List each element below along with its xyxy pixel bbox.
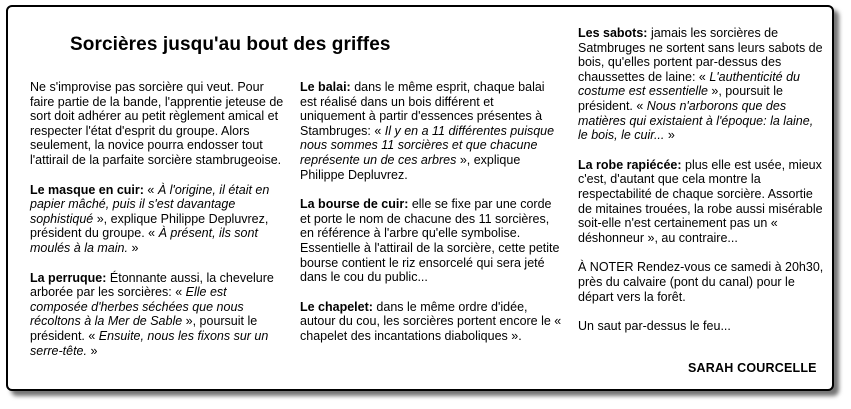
heading-sabots: Les sabots:: [578, 26, 648, 40]
paragraph-balai: Le balai: dans le même esprit, chaque balai est réalisé dans un bois différent et uniquement à partir d'essences présentes à Stambruges: « Il y en a 11 différentes puisque nous sommes 11 sorcières et que chacune représente un de ces arbres », explique Philippe Depluvrez.: [300, 80, 555, 182]
paragraph-saut: Un saut par-dessus le feu...: [578, 319, 731, 334]
quote-masque-2: À présent, ils sont moulés à la main.: [30, 226, 258, 255]
paragraph-sabots: Les sabots: jamais les sorcières de Satmbruges ne sortent sans leurs sabots de bois, qu'elles portent par-dessus des chaussettes de laine: « L'authenticité du costume est essentielle », poursuit le président. « Nous n'arborons que des matières qui existaient à l'époque: la laine, le bois, le cuir... »: [578, 26, 823, 143]
heading-chapelet: Le chapelet:: [300, 299, 373, 314]
paragraph-robe: La robe rapiécée: plus elle est usée, mieux c'est, d'autant que cela montre la respectabilité de chaque sorcière. Assortie de mitaines trouées, la robe aussi misérable soit-elle n'est certainement pas un « déshonneur », au contraire...: [578, 157, 823, 245]
quote-perruque-1: Elle est composée d'herbes séchées que nous récoltons à la Mer de Sable: [30, 285, 244, 329]
quote-perruque-2: Ensuite, nous les fixons sur un serre-tête.: [30, 328, 269, 358]
quote-sabots-2: Nous n'arborons que des matières qui existaient à l'époque: la laine, le bois, le cuir...: [578, 98, 814, 143]
author-signature: SARAH COURCELLE: [688, 361, 817, 375]
column-right: [578, 26, 826, 334]
paragraph-masque: Le masque en cuir: « À l'origine, il était en papier mâché, puis il s'est davantage sophistiqué », explique Philippe Depluvrez, président du groupe. « À présent, ils sont moulés à la main. »: [30, 182, 270, 255]
heading-balai: Le balai:: [300, 80, 351, 94]
article-title: Sorcières jusqu'au bout des griffes: [70, 34, 391, 55]
paragraph-perruque: La perruque: Étonnante aussi, la chevelure arborée par les sorcières: « Elle est composée d'herbes séchées que nous récoltons à la Mer de Sable », poursuit le président. « Ensuite, nous les fixons sur un serre-tête. »: [30, 270, 274, 358]
heading-robe: La robe rapiécée:: [578, 157, 682, 172]
quote-sabots-1: L'authenticité du costume est essentielle: [578, 69, 800, 99]
paragraph-chapelet: Le chapelet: dans le même ordre d'idée, autour du cou, les sorcières portent encore le « chapelet des incantations diaboliques ».: [300, 299, 562, 343]
paragraph-bourse: La bourse de cuir: elle se fixe par une corde et porte le nom de chacune des 11 sorcières, en référence à l'arbre qu'elle symbolise. Essentielle à l'attirail de la sorcière, cette petite bourse contient le riz ensorcelé qui sera jeté dans le cou du public...: [300, 197, 560, 285]
column-middle: [300, 80, 562, 344]
paragraph-a-noter: À NOTER Rendez-vous ce samedi à 20h30, près du calvaire (pont du canal) pour le départ vers la forêt.: [578, 260, 824, 304]
column-left: [30, 80, 286, 358]
heading-masque: Le masque en cuir:: [30, 182, 144, 197]
intro-paragraph: Ne s'improvise pas sorcière qui veut. Pour faire partie de la bande, l'apprentie jeteuse de sort doit adhérer au petit règlement amical et respecter l'état d'esprit du groupe. Alors seulement, la novice pourra endosser tout l'attirail de la parfaite sorcière stambrugeoise.: [30, 80, 284, 167]
quote-balai: Il y en a 11 différentes puisque nous sommes 11 sorcières et que chacune représente un de ces arbres: [300, 123, 555, 167]
heading-bourse: La bourse de cuir:: [300, 197, 409, 212]
heading-perruque: La perruque:: [30, 270, 107, 285]
quote-masque-1: À l'origine, il était en papier mâché, puis il s'est davantage sophistiqué: [30, 182, 270, 226]
